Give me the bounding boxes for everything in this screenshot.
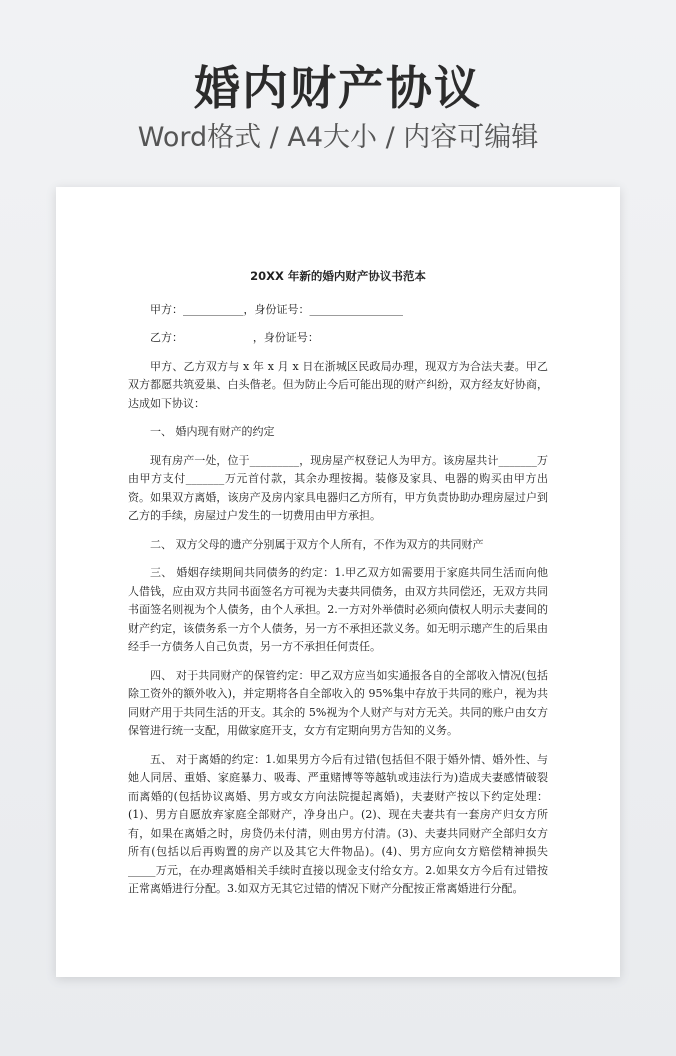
paragraph-property: 现有房产一处，位于_________，现房屋产权登记人为甲方。该房屋共计_______万由甲方支付_______万元首付款，其余办理按揭。装修及家具、电器的购买由甲方出资。如果双方离婚，该房产及房内家具电器归乙方所有，甲方负责协助办理房屋过户到乙方的手续，房屋过户发生的一切费用由甲方承担。 (128, 453, 548, 522)
header-banner (0, 0, 676, 180)
section-heading-1: 一、 婚内现有财产的约定 (150, 425, 275, 438)
party-b-line: 乙方： ，身份证号： (150, 331, 319, 344)
banner-title: 婚内财产协议 (194, 61, 482, 115)
document-page (56, 187, 620, 977)
banner-subtitle: Word格式 / A4大小 / 内容可编辑 (137, 122, 539, 153)
paragraph-custody: 四、 对于共同财产的保管约定：甲乙双方应当如实通报各自的全部收入情况(包括除工资外的额外收入)，并定期将各自全部收入的 95%集中存放于共同的账户，视为共同财产用于共同生活的开支。其余的 5%视为个人财产与对方无关。共同的账户由女方保管进行统一支配，用做家庭开支，女方有定期向男方告知的义务。 (128, 668, 548, 737)
intro-paragraph: 甲方、乙方双方与 x 年 x 月 x 日在浙城区民政局办理，现双方为合法夫妻。甲乙双方都愿共筑爱巢、白头偕老。但为防止今后可能出现的财产纠纷，双方经友好协商，达成如下协议： (128, 359, 548, 410)
paragraph-divorce: 五、 对于离婚的约定：1.如果男方今后有过错(包括但不限于婚外情、婚外性、与她人同居、重婚、家庭暴力、吸毒、严重赌博等等越轨或违法行为)造成夫妻感情破裂而离婚的(包括协议离婚、男方或女方向法院提起离婚)，夫妻财产按以下约定处理：(1)、男方自愿放弃家庭全部财产，净身出户。(2)、现在夫妻共有一套房产归女方所有，如果在离婚之时，房贷仍未付清，则由男方付清。(3)、夫妻共同财产全部归女方所有(包括以后再购置的房产以及其它大件物品)。(4)、男方应向女方赔偿精神损失_____万元，在办理离婚相关手续时直接以现金支付给女方。2.如果女方今后有过错按正常离婚进行分配。3.如双方无其它过错的情况下财产分配按正常离婚进行分配。 (128, 752, 548, 895)
paragraph-debts: 三、 婚姻存续期间共同债务的约定：1.甲乙双方如需要用于家庭共同生活而向他人借钱，应由双方共同书面签名方可视为夫妻共同债务，由双方共同偿还，无双方共同书面签名则视为个人债务，由个人承担。2.一方对外举债时必须向债权人明示夫妻间的财产约定，该债务系一方个人债务，另一方不承担还款义务。如无明示璁产生的后果由经手一方债务人自己负责，另一方不承担任何责任。 (128, 566, 548, 653)
party-a-line: 甲方：___________，身份证号：_________________ (150, 302, 403, 316)
document-title: 20XX 年新的婚内财产协议书范本 (250, 269, 426, 283)
document-body (128, 267, 548, 909)
section-heading-2: 二、 双方父母的遗产分别属于双方个人所有，不作为双方的共同财产 (150, 537, 484, 551)
